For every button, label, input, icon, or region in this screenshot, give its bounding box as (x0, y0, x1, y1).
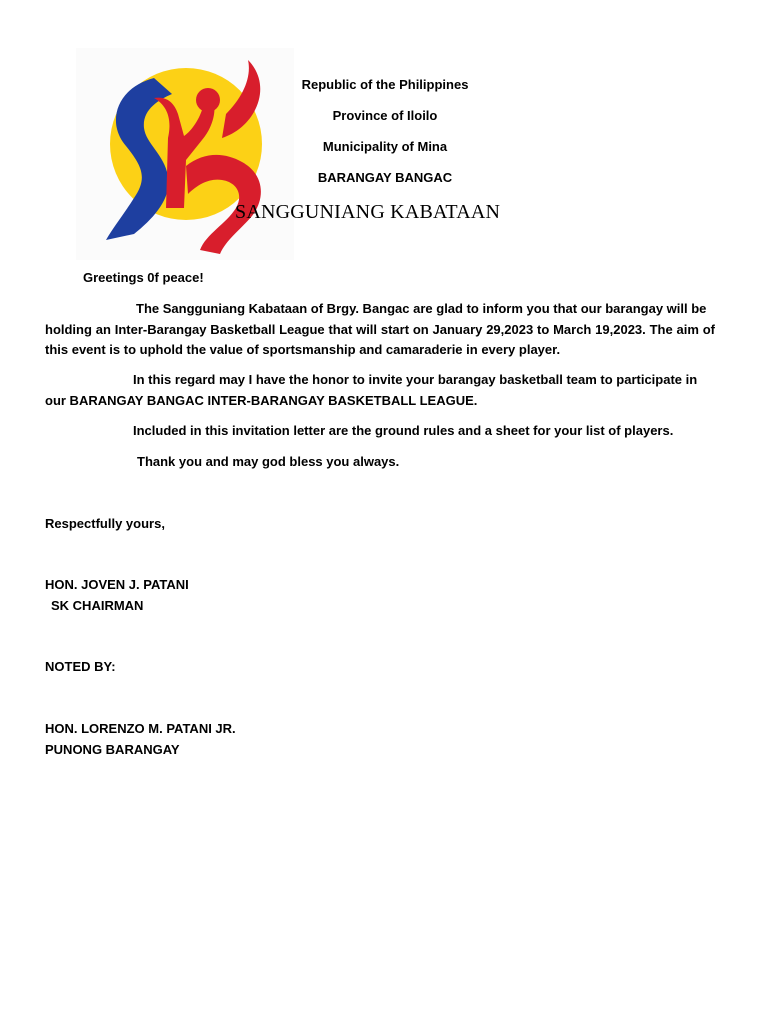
header-province: Province of Iloilo (332, 108, 438, 123)
paragraph-4: Thank you and may god bless you always. (137, 454, 400, 469)
paragraph-1 (45, 299, 715, 361)
noter-name: HON. LORENZO M. PATANI JR. (45, 721, 236, 736)
paragraph-2-lead (45, 370, 715, 391)
red-figure-head (196, 88, 220, 112)
closing: Respectfully yours, (45, 516, 165, 531)
paragraph-1-body: holding an Inter-Barangay Basketball League that will start on January 29,2023 to March 19,2023. The aim of this event is to uphold the value of sportsmanship and camaraderie in every player. (45, 321, 715, 357)
paragraph-2-body: our BARANGAY BANGAC INTER-BARANGAY BASKETBALL LEAGUE. (45, 392, 478, 408)
org-name: SANGGUNIANG KABATAAN (235, 201, 501, 223)
noter-title: PUNONG BARANGAY (45, 742, 180, 757)
header-republic: Republic of the Philippines (301, 77, 469, 92)
paragraph-2-lead-text: In this regard may I have the honor to invite your barangay basketball team to participate in (133, 372, 698, 387)
signer-name: HON. JOVEN J. PATANI (45, 577, 189, 592)
header-barangay: BARANGAY BANGAC (317, 170, 453, 185)
paragraph-1-lead-text: The Sangguniang Kabataan of Brgy. Bangac are glad to inform you that our barangay will be (136, 301, 707, 316)
signer-title: SK CHAIRMAN (51, 598, 144, 613)
noted-by-label: NOTED BY: (45, 659, 116, 674)
paragraph-1-lead (45, 299, 715, 320)
greeting: Greetings 0f peace! (83, 270, 204, 285)
paragraph-3: Included in this invitation letter are the ground rules and a sheet for your list of players. (133, 423, 674, 438)
header-municipality: Municipality of Mina (322, 139, 448, 154)
paragraph-2 (45, 370, 715, 411)
